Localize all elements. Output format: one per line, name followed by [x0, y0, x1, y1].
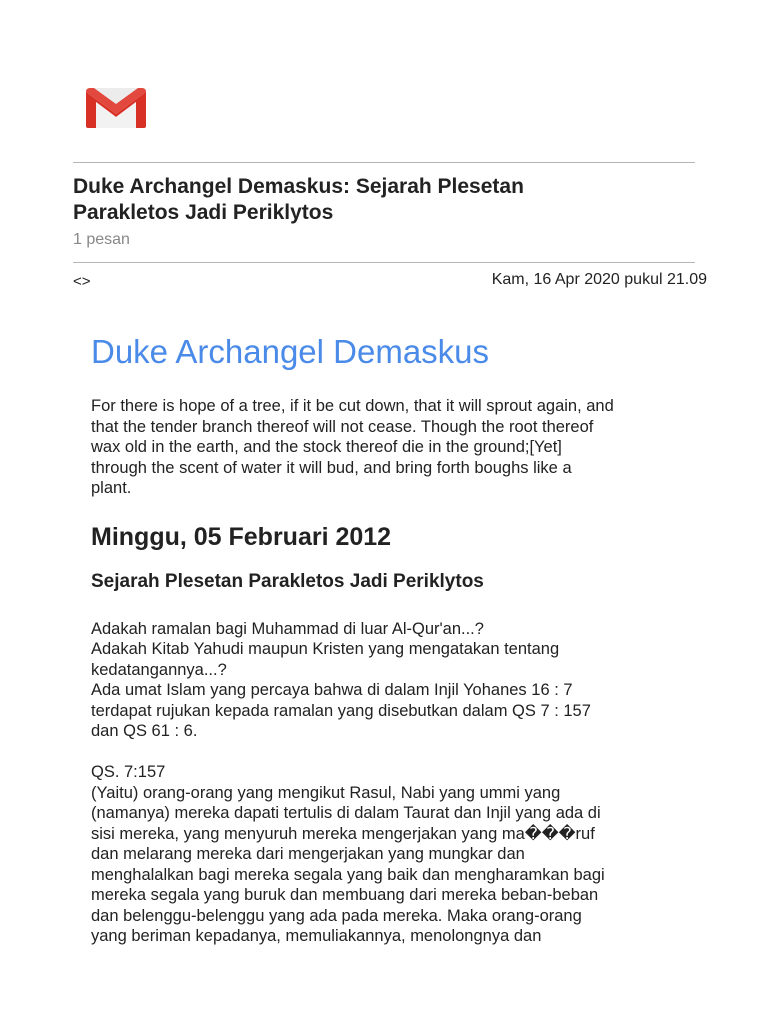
post-body	[91, 619, 711, 947]
subject-divider	[73, 262, 695, 263]
post-body-line: Ada umat Islam yang percaya bahwa di dalam Injil Yohanes 16 : 7	[91, 681, 573, 699]
blog-title[interactable]: Duke Archangel Demaskus	[91, 333, 490, 370]
post-title[interactable]: Sejarah Plesetan Parakletos Jadi Periklytos	[91, 570, 484, 592]
description-line: plant.	[91, 479, 132, 497]
post-body-line: dan belenggu-belenggu yang ada pada mereka. Maka orang-orang	[91, 906, 582, 925]
description-line: through the scent of water it will bud, and bring forth boughs like a	[91, 458, 572, 477]
post-body-line: kedatangannya...?	[91, 660, 227, 679]
post-body-line: Adakah Kitab Yahudi maupun Kristen yang mengatakan tentang	[91, 640, 560, 658]
post-body-line: (namanya) mereka dapati tertulis di dalam Taurat dan Injil yang ada di	[91, 804, 601, 822]
email-body	[91, 332, 711, 947]
description-line: wax old in the earth, and the stock thereof die in the ground;[Yet]	[91, 438, 562, 456]
description-line: For there is hope of a tree, if it be cut down, that it will sprout again, and	[91, 397, 614, 415]
post-body-line: QS. 7:157	[91, 763, 166, 781]
post-body-line: yang beriman kepadanya, memuliakannya, menolongnya dan	[91, 927, 542, 945]
post-date-heading: Minggu, 05 Februari 2012	[91, 522, 392, 551]
post-body-line: dan QS 61 : 6.	[91, 722, 198, 740]
gmail-logo-icon	[84, 86, 148, 130]
blog-description	[91, 396, 711, 499]
post-body-line: terdapat rujukan kepada ramalan yang disebutkan dalam QS 7 : 157	[91, 701, 591, 720]
subject-line-1: Duke Archangel Demaskus: Sejarah Plesetan	[73, 175, 524, 198]
header-divider	[73, 162, 695, 163]
paragraph-gap	[91, 742, 711, 763]
subject-line-2: Parakletos Jadi Periklytos	[73, 201, 334, 224]
email-subject	[73, 174, 693, 226]
post-body-line: mereka segala yang buruk dan membuang dari mereka beban-beban	[91, 886, 599, 904]
post-body-line: dan melarang mereka dari mengerjakan yang mungkar dan	[91, 845, 525, 863]
post-body-line: (Yaitu) orang-orang yang mengikut Rasul, Nabi yang ummi yang	[91, 783, 561, 802]
description-line: that the tender branch thereof will not cease. Though the root thereof	[91, 417, 594, 436]
message-date: Kam, 16 Apr 2020 pukul 21.09	[491, 271, 707, 288]
post-body-line: menghalalkan bagi mereka segala yang baik dan mengharamkan bagi	[91, 865, 605, 884]
post-body-line: sisi mereka, yang menyuruh mereka mengerjakan yang ma���ruf	[91, 824, 595, 843]
post-body-line: Adakah ramalan bagi Muhammad di luar Al-Qur'an...?	[91, 619, 484, 638]
sender-address[interactable]: <>	[73, 273, 91, 290]
message-count: 1 pesan	[73, 231, 130, 248]
